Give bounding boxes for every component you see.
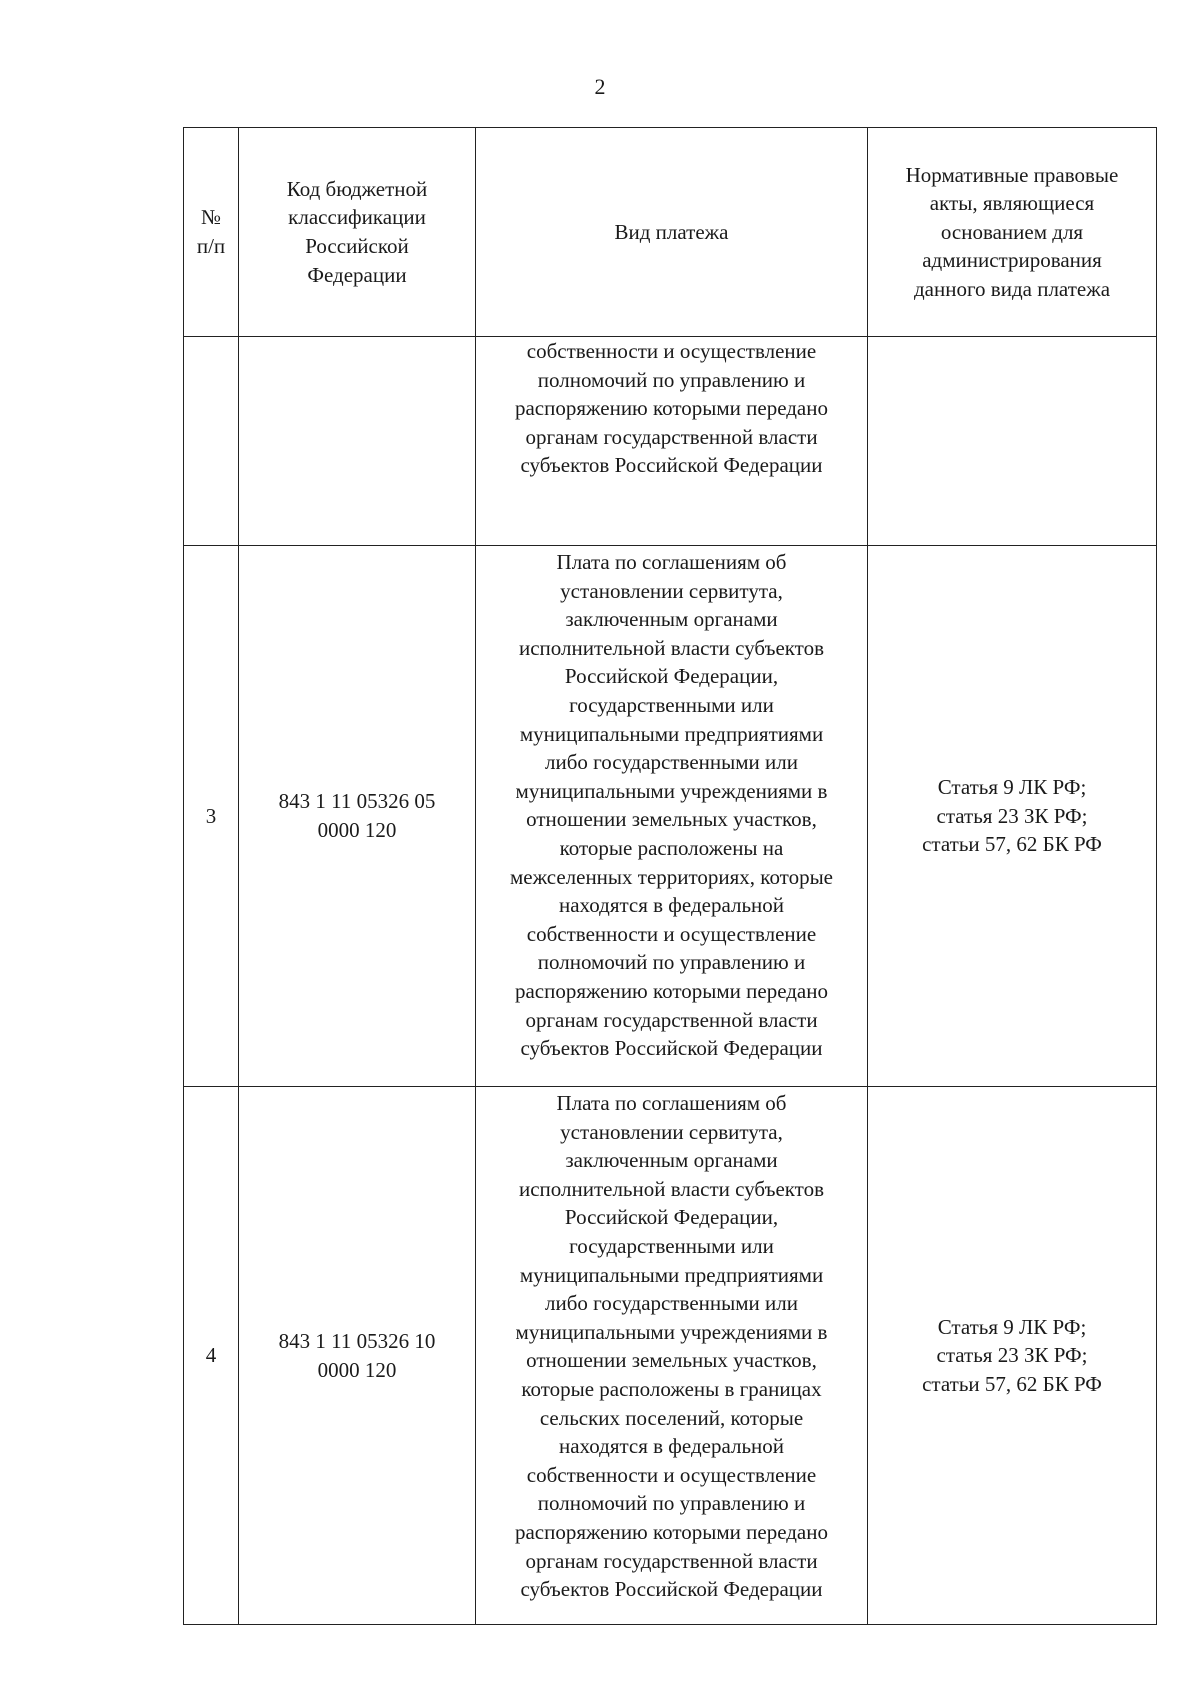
header-code-line: Код бюджетной	[286, 176, 428, 201]
table-row	[184, 337, 1157, 546]
acts-line: Статья 9 ЛК РФ;	[937, 1314, 1087, 1339]
vid-line: распоряжению которыми передано	[514, 1519, 828, 1544]
vid-line: собственности и осуществление	[526, 1462, 817, 1487]
vid-line: собственности и осуществление	[526, 921, 817, 946]
header-num-line: №	[200, 205, 222, 230]
row-code-cell	[239, 546, 476, 1087]
acts-line: статьи 57, 62 БК РФ	[922, 832, 1102, 857]
header-acts-line: акты, являющиеся	[929, 191, 1095, 216]
header-code-line: Российской	[305, 234, 409, 258]
vid-line: муниципальными учреждениями в	[515, 778, 828, 803]
vid-line: субъектов Российской Федерации	[520, 453, 823, 478]
row-num-cell	[184, 337, 239, 546]
vid-line: отношении земельных участков,	[526, 1348, 817, 1373]
vid-line: которые расположены на	[559, 835, 784, 860]
vid-line: субъектов Российской Федерации	[520, 1577, 823, 1602]
vid-line: заключенным органами	[565, 1148, 778, 1173]
vid-line: Плата по соглашениям об	[556, 550, 787, 574]
acts-line: статья 23 ЗК РФ;	[936, 1343, 1088, 1368]
row-num-cell: 4	[184, 1087, 239, 1625]
row-code-cell	[239, 337, 476, 546]
header-acts-line: Нормативные правовые	[905, 162, 1119, 187]
acts-line: статья 23 ЗК РФ;	[936, 803, 1088, 828]
vid-line: исполнительной власти субъектов	[518, 635, 825, 660]
vid-line: отношении земельных участков,	[526, 807, 817, 832]
row-vid-cell	[476, 337, 868, 546]
vid-line: муниципальными учреждениями в	[515, 1319, 828, 1344]
header-acts-line: основанием для	[940, 219, 1084, 244]
vid-line: органам государственной власти	[525, 1007, 818, 1032]
code-line: 843 1 11 05326 10	[278, 1328, 436, 1353]
row-num-cell: 3	[184, 546, 239, 1087]
header-num-cell	[184, 128, 239, 337]
vid-line: находятся в федеральной	[558, 1434, 785, 1459]
vid-line: полномочий по управлению и	[537, 1491, 806, 1516]
vid-line: либо государственными или	[545, 1291, 798, 1316]
vid-line: субъектов Российской Федерации	[520, 1036, 823, 1061]
vid-line: Российской Федерации,	[564, 664, 779, 689]
row-acts-cell	[868, 337, 1157, 546]
vid-line: органам государственной власти	[525, 1548, 818, 1573]
vid-line: межселенных территориях, которые	[510, 864, 833, 889]
row-code-cell	[239, 1087, 476, 1625]
vid-line: полномочий по управлению и	[537, 367, 806, 392]
vid-line: установлении сервитута,	[560, 578, 783, 603]
page-number: 2	[594, 74, 606, 99]
vid-line: которые расположены в границах	[521, 1376, 822, 1401]
header-vid-line: Вид платежа	[614, 219, 729, 244]
acts-line: статьи 57, 62 БК РФ	[922, 1371, 1102, 1396]
vid-line: распоряжению которыми передано	[514, 978, 828, 1003]
vid-line: Плата по соглашениям об	[556, 1091, 787, 1115]
vid-line: Российской Федерации,	[564, 1205, 779, 1230]
header-code-line: классификации	[288, 205, 426, 230]
vid-line: государственными или	[569, 1233, 774, 1258]
header-num-line: п/п	[196, 234, 226, 258]
vid-line: муниципальными предприятиями	[519, 1262, 824, 1287]
row-vid-cell	[476, 1087, 868, 1625]
row-acts-cell	[868, 546, 1157, 1087]
vid-line: собственности и осуществление	[526, 339, 817, 363]
vid-line: полномочий по управлению и	[537, 950, 806, 975]
header-acts-cell	[868, 128, 1157, 337]
header-code-line: Федерации	[307, 262, 407, 287]
vid-line: государственными или	[569, 692, 774, 717]
vid-line: установлении сервитута,	[560, 1119, 783, 1144]
header-code-cell	[239, 128, 476, 337]
vid-line: распоряжению которыми передано	[514, 396, 828, 421]
vid-line: органам государственной власти	[525, 424, 818, 449]
vid-line: заключенным органами	[565, 607, 778, 632]
vid-line: находятся в федеральной	[558, 893, 785, 918]
row-vid-cell	[476, 546, 868, 1087]
table-row	[184, 546, 1157, 1087]
vid-line: либо государственными или	[545, 750, 798, 775]
code-line: 0000 120	[317, 818, 397, 842]
vid-line: исполнительной власти субъектов	[518, 1176, 825, 1201]
header-acts-line: данного вида платежа	[913, 276, 1111, 301]
header-acts-line: администрирования	[922, 248, 1102, 273]
header-vid-cell	[476, 128, 868, 337]
code-line: 0000 120	[317, 1357, 397, 1382]
table-row	[184, 1087, 1157, 1625]
table-header-row	[184, 128, 1157, 337]
vid-line: сельских поселений, которые	[539, 1405, 804, 1430]
row-acts-cell	[868, 1087, 1157, 1625]
code-line: 843 1 11 05326 05	[278, 789, 436, 814]
vid-line: муниципальными предприятиями	[519, 721, 824, 746]
acts-line: Статья 9 ЛК РФ;	[937, 775, 1087, 800]
payments-table	[183, 127, 1157, 1625]
